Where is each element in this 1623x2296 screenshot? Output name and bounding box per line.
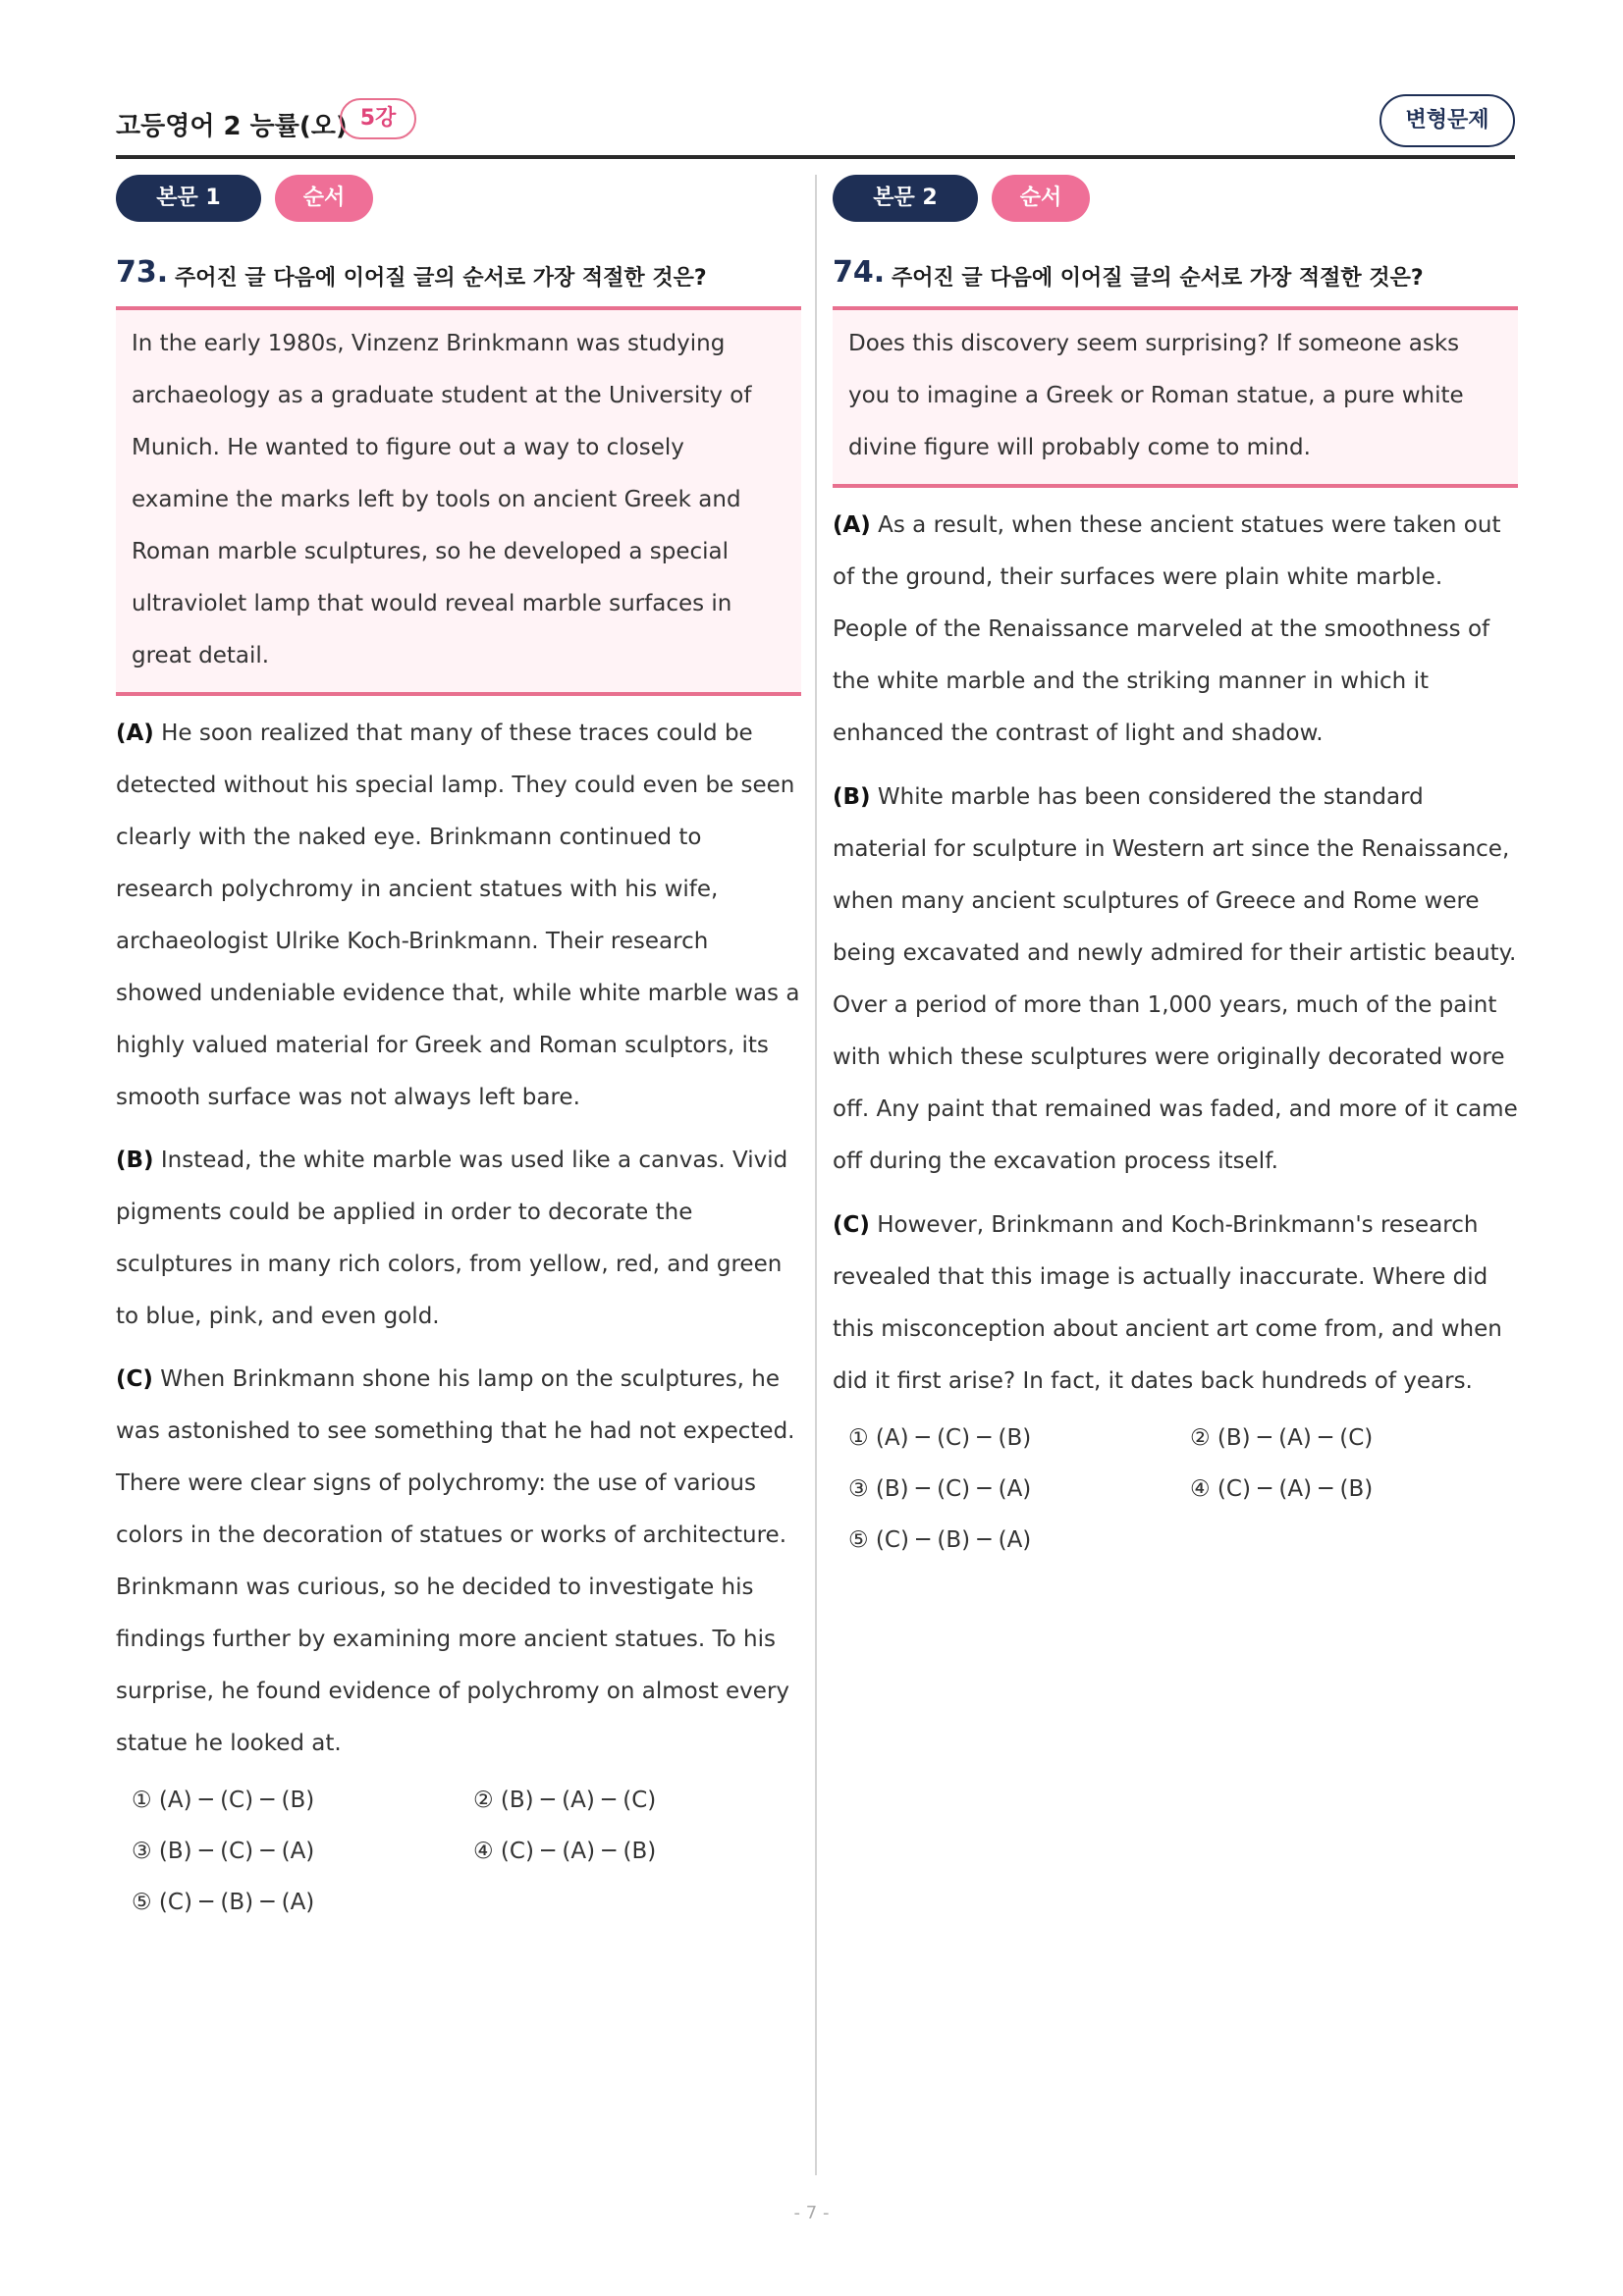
passage-pill: 본문 1: [116, 175, 261, 222]
variant-badge: 변형문제: [1380, 94, 1515, 147]
paragraph-label: (A): [116, 721, 154, 746]
question-prompt: 주어진 글 다음에 이어질 글의 순서로 가장 적절한 것은?: [892, 266, 1424, 291]
paragraph-label: (B): [833, 784, 871, 810]
paragraph-b: [116, 1135, 801, 1343]
page-number: - 7 -: [793, 2203, 830, 2223]
choice-5[interactable]: ⑤ (C) ─ (B) ─ (A): [848, 1527, 1032, 1553]
question-type-pill: 순서: [275, 175, 373, 222]
paragraph-a: [833, 500, 1518, 760]
choice-4[interactable]: ④ (C) ─ (A) ─ (B): [1190, 1476, 1374, 1502]
choice-4[interactable]: ④ (C) ─ (A) ─ (B): [473, 1839, 657, 1864]
passage-tags: [116, 175, 801, 224]
paragraph-text: When Brinkmann shone his lamp on the sculptures, he was astonished to see something that he had not expected. There were clear signs of polychromy: the use of various colors in the decoration of statues or works of architecture. Brinkmann was curious, so he decided to investigate his findings further by examining more ancient statues. To his surprise, he found evidence of polychromy on almost every statue he looked at.: [116, 1366, 795, 1756]
passage-tags: [833, 175, 1518, 224]
lesson-badge: 5강: [340, 98, 416, 139]
paragraph-text: Instead, the white marble was used like a canvas. Vivid pigments could be applied in order to decorate the sculptures in many rich colors, from yellow, red, and green to blue, pink, and even gold.: [116, 1148, 788, 1329]
choice-1[interactable]: ① (A) ─ (C) ─ (B): [848, 1425, 1032, 1451]
header-rule: [116, 155, 1515, 159]
paragraph-label: (C): [833, 1212, 870, 1238]
paragraph-text: However, Brinkmann and Koch-Brinkmann's research revealed that this image is actually inaccurate. Where did this misconception about ancient art come from, and when did it first arise? In fact, it dates back hundreds of years.: [833, 1212, 1502, 1394]
paragraph-b: [833, 772, 1518, 1188]
paragraph-label: (A): [833, 512, 871, 538]
choice-2[interactable]: ② (B) ─ (A) ─ (C): [1190, 1425, 1374, 1451]
paragraph-text: As a result, when these ancient statues were taken out of the ground, their surfaces were plain white marble. People of the Renaissance marveled at the smoothness of the white marble and the striking manner in which it enhanced the contrast of light and shadow.: [833, 512, 1501, 746]
choice-5[interactable]: ⑤ (C) ─ (B) ─ (A): [132, 1890, 315, 1915]
paragraph-a: [116, 708, 801, 1124]
passage-pill: 본문 2: [833, 175, 978, 222]
choice-2[interactable]: ② (B) ─ (A) ─ (C): [473, 1788, 657, 1813]
question-74-column: [833, 175, 1518, 1575]
choice-1[interactable]: ① (A) ─ (C) ─ (B): [132, 1788, 315, 1813]
column-divider: [815, 175, 817, 2175]
question-header: [116, 255, 801, 310]
answer-choices: [116, 1784, 801, 1937]
paragraph-text: White marble has been considered the standard material for sculpture in Western art since the Renaissance, when many ancient sculptures of Greece and Rome were being excavated and newly admired for their artistic beauty. Over a period of more than 1,000 years, much of the paint with which these sculptures were originally decorated wore off. Any paint that remained was faded, and more of it came off during the excavation process itself.: [833, 784, 1518, 1174]
paragraph-c: [833, 1200, 1518, 1408]
question-type-pill: 순서: [992, 175, 1090, 222]
paragraph-c: [116, 1354, 801, 1770]
answer-choices: [833, 1421, 1518, 1575]
question-number: 74.: [833, 255, 886, 290]
question-prompt: 주어진 글 다음에 이어질 글의 순서로 가장 적절한 것은?: [175, 266, 707, 291]
given-passage: In the early 1980s, Vinzenz Brinkmann was studying archaeology as a graduate student at the University of Munich. He wanted to figure out a way to closely examine the marks left by tools on ancient Greek and Roman marble sculptures, so he developed a special ultraviolet lamp that would reveal marble surfaces in great detail.: [116, 310, 801, 696]
question-number: 73.: [116, 255, 169, 290]
question-73-column: [116, 175, 801, 1937]
course-title: 고등영어 2 능률(오): [116, 112, 348, 141]
paragraph-label: (B): [116, 1148, 154, 1173]
page-header: [116, 96, 1515, 159]
paragraph-text: He soon realized that many of these traces could be detected without his special lamp. They could even be seen clearly with the naked eye. Brinkmann continued to research polychromy in ancient statues with his wife, archaeologist Ulrike Koch-Brinkmann. Their research showed undeniable evidence that, while white marble was a highly valued material for Greek and Roman sculptors, its smooth surface was not always left bare.: [116, 721, 800, 1110]
choice-3[interactable]: ③ (B) ─ (C) ─ (A): [132, 1839, 315, 1864]
given-passage: Does this discovery seem surprising? If someone asks you to imagine a Greek or Roman statue, a pure white divine figure will probably come to mind.: [833, 310, 1518, 488]
choice-3[interactable]: ③ (B) ─ (C) ─ (A): [848, 1476, 1032, 1502]
question-header: [833, 255, 1518, 310]
paragraph-label: (C): [116, 1366, 153, 1392]
